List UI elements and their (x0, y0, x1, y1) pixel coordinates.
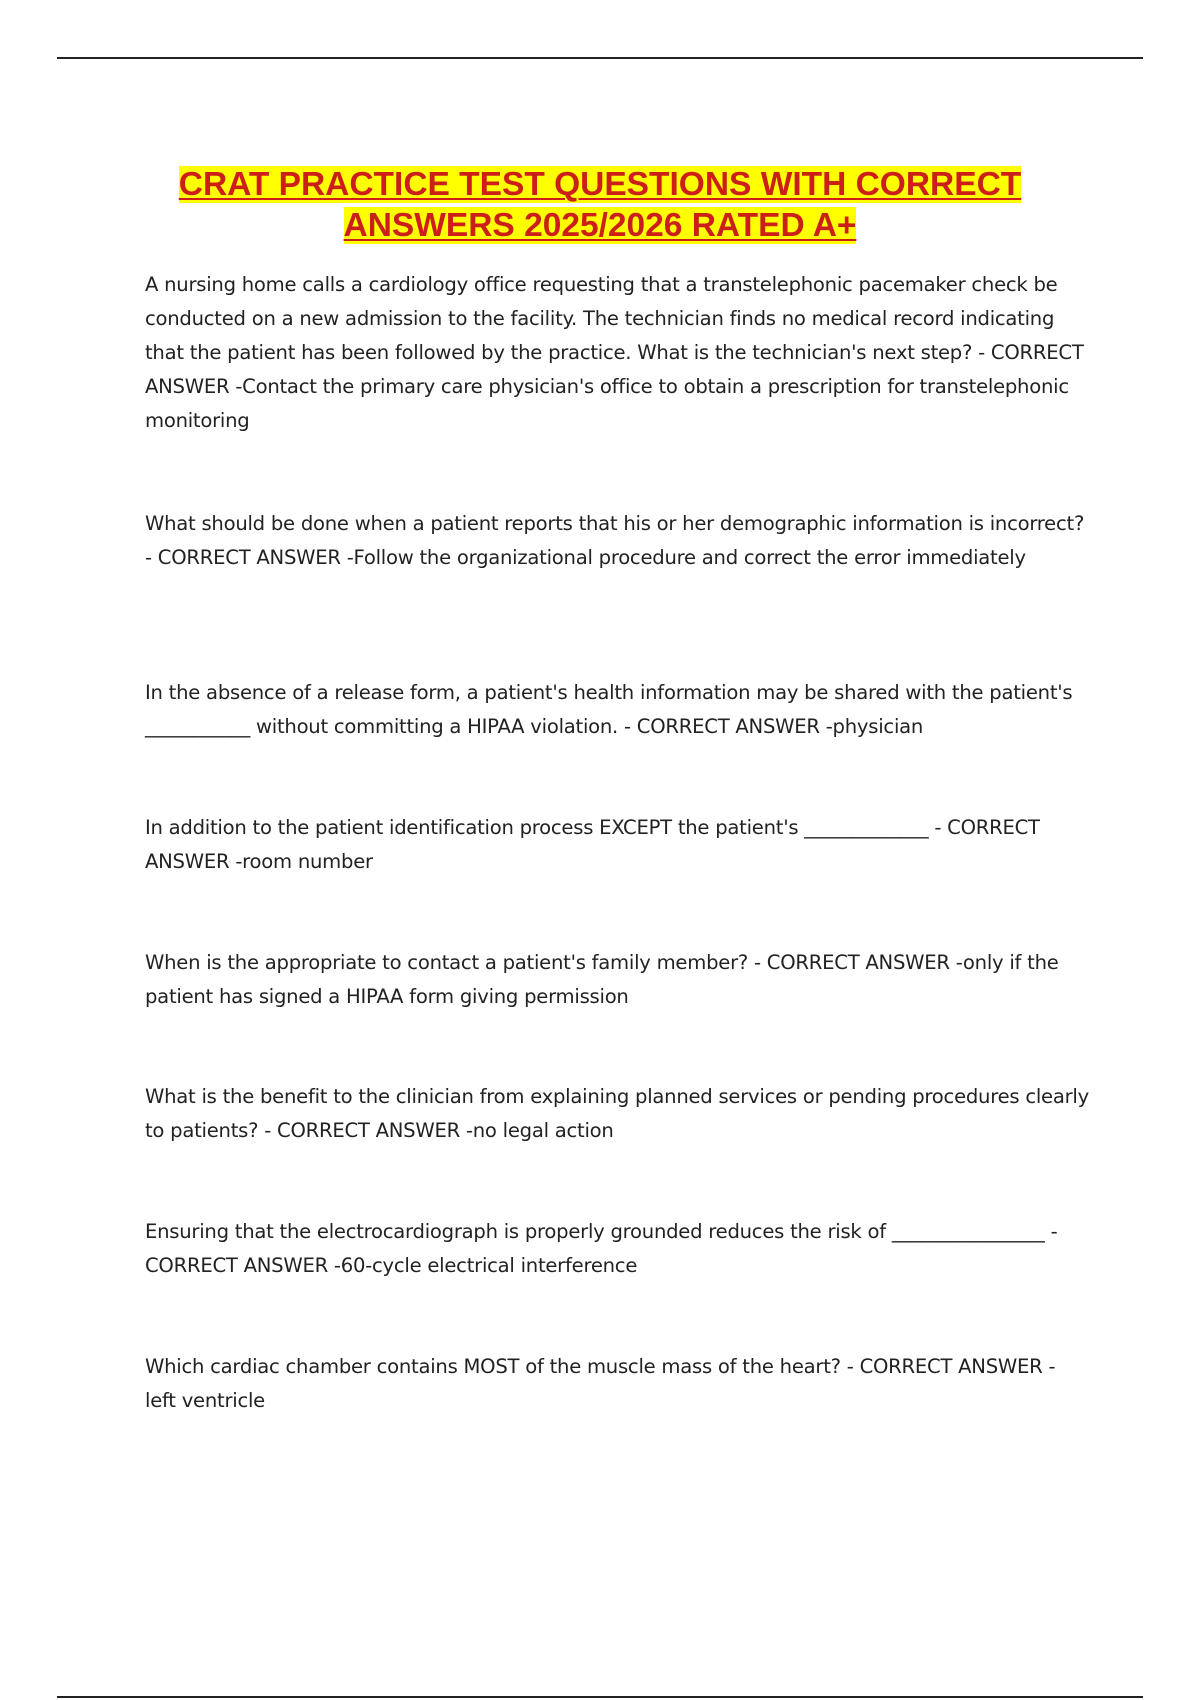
question-3: In the absence of a release form, a patient's health information may be shared with the patient's ___________ without committing a HIPAA violation. - CORRECT ANSWER -physician (145, 681, 1073, 738)
question-5: When is the appropriate to contact a patient's family member? - CORRECT ANSWER -only if the patient has signed a HIPAA form giving permission (145, 951, 1059, 1008)
question-7: Ensuring that the electrocardiograph is properly grounded reduces the risk of ________________ - CORRECT ANSWER -60-cycle electrical interference (145, 1220, 1058, 1277)
title-line-2: ANSWERS 2025/2026 RATED A+ (343, 207, 857, 245)
question-2: What should be done when a patient reports that his or her demographic information is incorrect? - CORRECT ANSWER -Follow the organizational procedure and correct the error immediately (145, 512, 1085, 569)
question-4: In addition to the patient identification process EXCEPT the patient's _____________ - CORRECT ANSWER -room number (145, 816, 1040, 873)
footer-rule (57, 1696, 1143, 1698)
question-1: A nursing home calls a cardiology office requesting that a transtelephonic pacemaker check be conducted on a new admission to the facility. The technician finds no medical record indicating that the patient has been followed by the practice. What is the technician's next step? - CORRECT ANSWER -Contact the primary care physician's office to obtain a prescription for transtelephonic monitoring (145, 273, 1084, 432)
document-title (100, 164, 1100, 246)
question-6: What is the benefit to the clinician from explaining planned services or pending procedures clearly to patients? - CORRECT ANSWER -no legal action (145, 1085, 1089, 1142)
title-line-1: CRAT PRACTICE TEST QUESTIONS WITH CORRECT (178, 166, 1022, 204)
header-rule (57, 57, 1143, 59)
question-8: Which cardiac chamber contains MOST of the muscle mass of the heart? - CORRECT ANSWER - left ventricle (145, 1355, 1056, 1412)
